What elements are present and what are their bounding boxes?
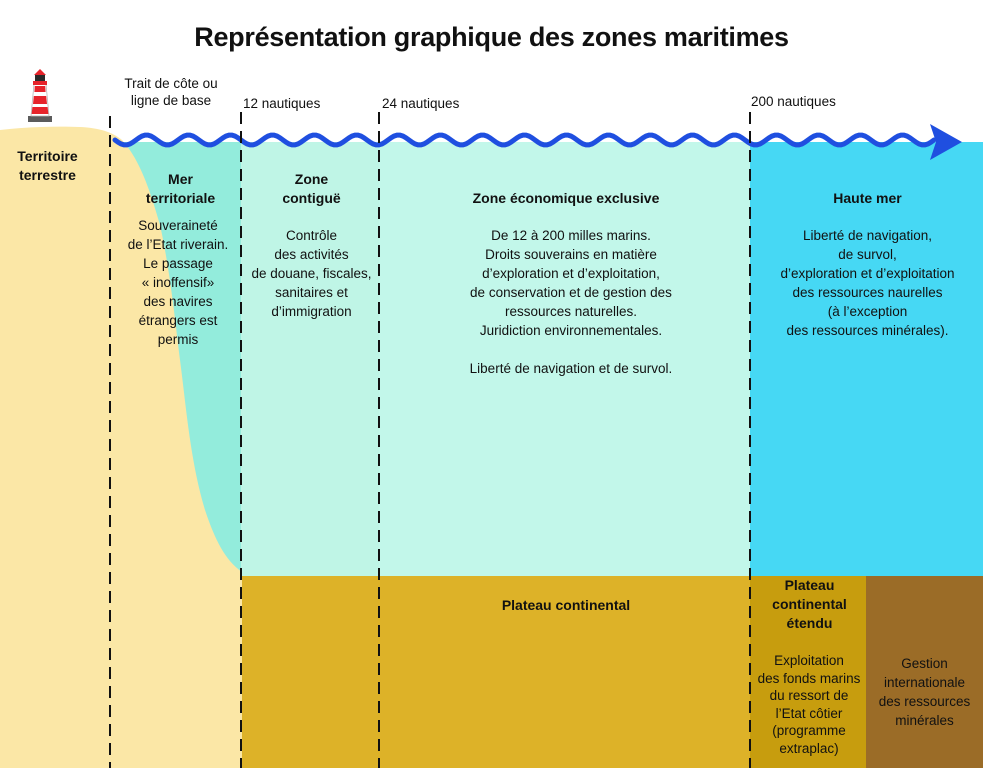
nm12-label: 12 nautiques xyxy=(243,96,321,111)
nm200-label: 200 nautiques xyxy=(751,94,836,109)
extended-shelf-title: Plateau continental étendu xyxy=(772,577,847,631)
territorial-sea-text: Souveraineté de l’Etat riverain. Le passage « inoffensif» des navires étrangers est permis xyxy=(127,218,229,347)
high-sea-title: Haute mer xyxy=(833,190,902,206)
baseline-label: Trait de côte ou ligne de base xyxy=(124,76,218,108)
high-sea-text: Liberté de navigation, de survol, d’exploration et d’exploitation des ressources naurelles (à l’exception des ressources minérales). xyxy=(780,228,955,338)
territorial-sea-title: Mer territoriale xyxy=(145,171,216,206)
eez-text: De 12 à 200 milles marins. Droits souverains en matière d’exploration et d’exploitation, de conservation et de gestion des ressources naturelles. Juridiction environnementales. Liberté de navigation et de survol. xyxy=(469,228,673,376)
land-title: Territoire terrestre xyxy=(17,148,78,183)
eez-title: Zone économique exclusive xyxy=(472,190,660,206)
nm24-label: 24 nautiques xyxy=(382,96,460,111)
contiguous-zone-text: Contrôle des activités de douane, fiscales, sanitaires et d’immigration xyxy=(251,228,372,319)
continental-shelf-title: Plateau continental xyxy=(501,597,631,613)
diagram-title: Représentation graphique des zones maritimes xyxy=(194,22,789,52)
extended-shelf-text: Exploitation des fonds marins du ressort de l’Etat côtier (programme extraplac) xyxy=(757,653,861,756)
lighthouse-icon xyxy=(28,69,52,122)
contiguous-zone-title: Zone contiguë xyxy=(282,171,341,206)
international-seabed-text: Gestion internationale des ressources minérales xyxy=(878,656,971,728)
